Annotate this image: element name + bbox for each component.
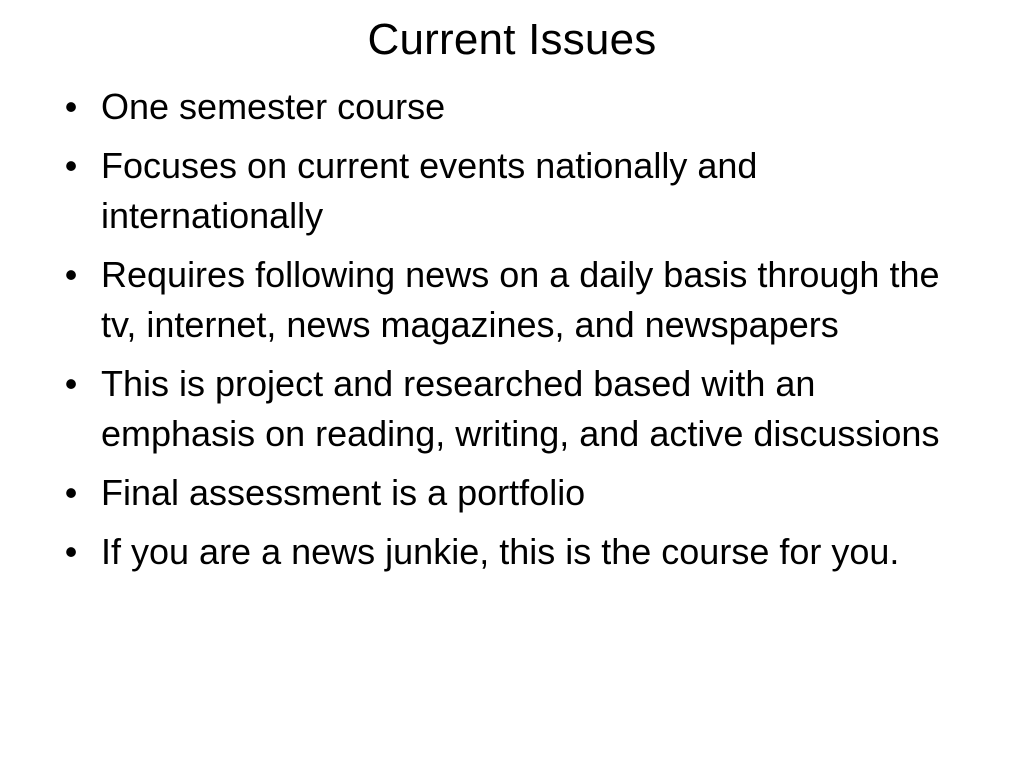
bullet-icon: • [64,472,78,513]
bullet-icon: • [64,86,78,127]
bullet-text: One semester course [101,86,446,127]
bullet-text: Requires following news on a daily basis through the tv, internet, news magazines, and newspapers [101,254,940,345]
bullet-list [56,82,956,586]
slide-title: Current Issues [367,15,657,64]
bullet-text: If you are a news junkie, this is the course for you. [101,531,900,572]
bullet-icon: • [64,531,78,572]
bullet-item [56,250,956,350]
bullet-item [56,468,956,518]
bullet-icon: • [64,363,78,404]
bullet-item [56,141,956,241]
bullet-text: Focuses on current events nationally and internationally [101,145,758,236]
bullet-icon: • [64,145,78,186]
bullet-text: Final assessment is a portfolio [101,472,586,513]
bullet-icon: • [64,254,78,295]
bullet-item [56,359,956,459]
bullet-item [56,82,956,132]
bullet-item [56,527,956,577]
bullet-text: This is project and researched based with an emphasis on reading, writing, and active discussions [101,363,940,454]
